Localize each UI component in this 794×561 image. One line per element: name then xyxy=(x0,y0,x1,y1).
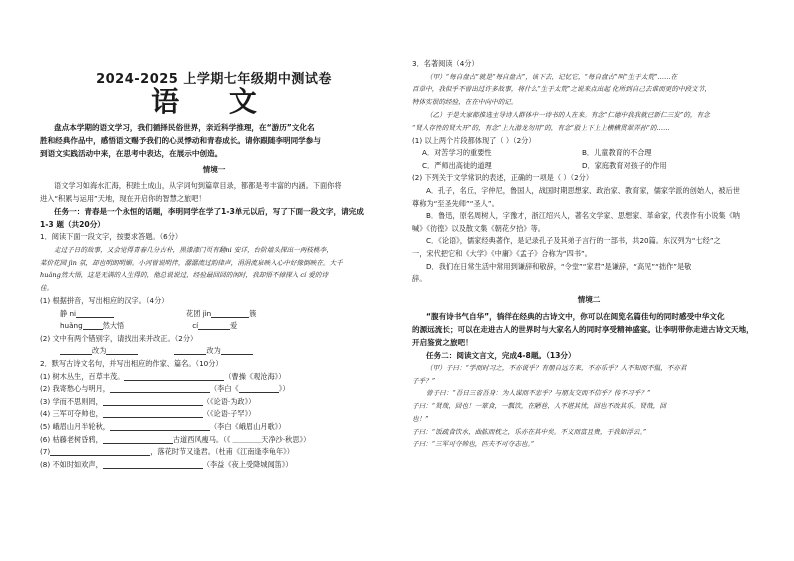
option-line[interactable]: A．孔子，名丘，字仲尼，鲁国人，战国时期思想家、政治家、教育家，儒家学派的创始人，被后世 xyxy=(426,185,740,195)
poem-line: (7) xyxy=(40,447,51,457)
answer-blank[interactable] xyxy=(60,345,92,355)
answer-blank[interactable] xyxy=(83,320,103,330)
poem-source: （《论语·为政》） xyxy=(202,396,256,406)
poem-line: (3) 学而不思则罔， xyxy=(40,396,103,406)
answer-blank[interactable] xyxy=(198,320,230,330)
poem-line: (4) 三军可夺帅也， xyxy=(40,409,103,419)
answer-blank[interactable] xyxy=(103,396,203,406)
classic-line: 子乎？” xyxy=(412,376,436,385)
answer-blank[interactable] xyxy=(110,421,210,431)
poem-row: (2) 我寄愁心与明月， （李白《 》） xyxy=(40,383,388,396)
poem-line: (5) 峨眉山月半轮秋， xyxy=(40,421,110,431)
pinyin-item: 花团 jìn xyxy=(186,308,212,318)
correction-label: 改为 xyxy=(206,346,221,356)
answer-blank[interactable] xyxy=(211,308,249,318)
poem-source: ，落花时节又逢君。（杜甫《江南逢李龟年》） xyxy=(150,447,294,457)
question-3-2: (2) 下列关于文学常识的表述，正确的一项是（ ）（2分） xyxy=(412,173,594,183)
poem-source: （曹操《观沧海》） xyxy=(224,371,286,381)
option-line: 辞。 xyxy=(412,274,427,284)
task-one-line: 1-3 题（共20分） xyxy=(40,220,105,230)
scene-two-heading: 情境二 xyxy=(577,294,601,304)
poem-source: （李白《 xyxy=(209,384,239,394)
option-line: 一，宋代把它和《大学》《中庸》《孟子》合称为“四书”。 xyxy=(412,248,592,258)
intro-line: 到语文实践活动中来，在思考中表达，在展示中创造。 xyxy=(40,149,223,158)
intro-line: 盘点本学期的语文学习，我们循择民俗世界，亲近科学推理，在“游历”文化名 xyxy=(54,123,315,132)
passage-line: 走过子日的故事，又会觉得青春几分古朴，黑漆漆门页有翻ni 安详，台阶墙头探出一两枝桃李， xyxy=(54,245,333,254)
scene-one-heading: 情境一 xyxy=(202,165,226,174)
option-d[interactable]: D．家庭教育对孩子的作用 xyxy=(582,160,667,170)
scene-intro-line: 的源远流长；可以在走进古人的世界时与大家名人的同时享受精神盛宴。让李明带你走进古诗文天地， xyxy=(412,324,754,334)
poem-row xyxy=(40,371,388,384)
poem-row xyxy=(40,396,388,409)
poem-source: （《论语·子罕》） xyxy=(202,409,256,419)
answer-blank[interactable] xyxy=(76,308,114,318)
correction-label: 改为 xyxy=(92,346,107,356)
option-line[interactable]: C．《论语》，儒家经典著作，是记录孔子及其弟子言行的一部书，共20篇。东汉列为“七经”之 xyxy=(426,236,721,246)
question-3: 3．名著阅读（4分） xyxy=(412,59,479,68)
question-1-2: (2) 文中有两个错别字，请找出来并改正。（2分） xyxy=(40,333,198,343)
exam-title: 2024-2025 上学期七年级期中测试卷 xyxy=(96,72,332,87)
question-1-1: (1) 根据拼音，写出相应的汉字。（4分） xyxy=(40,295,169,305)
scene-intro-line: “腹有诗书气自华”，徜徉在经典的古诗文中，你可以在阅览名篇佳句的同时感受中华文化 xyxy=(426,311,725,321)
passage-line: 佳。 xyxy=(40,284,54,293)
scene-intro-line: 语文学习如海水汇海，积跬土成山，从字词句到篇章目录，都都是考丰富的内涵。下面你将 xyxy=(54,181,342,190)
answer-blank[interactable] xyxy=(110,383,210,393)
classic-line: 子曰：“贤哉，回也！一箪食，一瓢饮，在陋巷，人不堪其忧，回也不改其乐。贤哉，回 xyxy=(412,402,666,411)
classic-line: （甲）子曰：“学而时习之，不亦说乎？有朋自远方来，不亦乐乎？人不知而不愠，不亦君 xyxy=(426,363,687,372)
question-3-1: (1) 以上两个片段都体现了（ ）（2分） xyxy=(412,135,536,145)
answer-blank[interactable] xyxy=(106,345,138,355)
poem-line: (8) 不如时如欢声， xyxy=(40,459,103,469)
question-2: 2．默写古诗文名句，并写出相应的作家、篇名。（10分） xyxy=(40,358,223,368)
answer-blank[interactable] xyxy=(50,446,150,456)
pinyin-item: huǎng xyxy=(60,321,83,331)
pinyin-item: 簇 xyxy=(249,308,257,318)
pinyin-row xyxy=(40,308,388,321)
pinyin-item: cí xyxy=(192,321,199,331)
pinyin-item: 爱 xyxy=(230,321,238,331)
answer-blank[interactable] xyxy=(239,383,279,393)
classic-line: 也！” xyxy=(412,414,429,423)
passage-line: huǎng然大悟，这是无满的人生得的，他总说说过，经验最回回的闲时，我却悟不掉探入 cí 爱的诗 xyxy=(40,271,329,280)
option-row xyxy=(412,147,766,160)
poem-row xyxy=(40,408,388,421)
reading-line: 特体实很的经验，在在中向中的记。 xyxy=(412,98,518,107)
pinyin-item: 然大悟 xyxy=(102,321,125,331)
option-c[interactable]: C．严师出高徒的道理 xyxy=(422,160,492,170)
correction-row xyxy=(40,345,388,358)
task-two-line: 任务二：阅读文言文，完成4-8题。（13分） xyxy=(426,350,576,360)
poem-line: (6) 枯藤老树昏鸦， xyxy=(40,434,103,444)
pinyin-row xyxy=(40,320,388,333)
intro-line: 胜和经典作品中，感悟语文赐予我们的心灵悸动和青春成长。请你跟随李明同学参与 xyxy=(40,136,321,145)
classic-line: 曾子曰：“吾日三省吾身：为人谋而不忠乎？与朋友交而不信乎？传不习乎？” xyxy=(426,389,651,398)
option-b[interactable]: B．儿童教育的不合理 xyxy=(582,148,652,158)
scene-intro-line: 进入“积累与运用”天地，现在开启你的智慧之旅吧！ xyxy=(40,193,206,203)
option-line[interactable]: D．我们在日常生活中常用到谦辞和敬辞，“令堂”“家君”是谦辞，“高见”“拙作”是敬 xyxy=(426,261,692,271)
answer-blank[interactable] xyxy=(103,408,203,418)
poem-line: (2) 我寄愁心与明月， xyxy=(40,384,110,394)
passage-line: 菜价花园 jìn 氛，却也明朗明媚。小河曾说明伴，潺潺流过韵律声，涓涓流泉映入心中好像倒映在。大千 xyxy=(40,258,343,267)
reading-line: （乙）于是大家都推选主导诗人群体中一诗书的人在来。有念“仁德中我我就已新仁三发”的，有念 xyxy=(426,110,710,119)
scene-intro-line: 开启鉴赏之旅吧！ xyxy=(412,337,473,347)
answer-blank[interactable] xyxy=(124,371,224,381)
poem-row xyxy=(40,421,388,434)
pinyin-item: 静 ni xyxy=(60,308,77,318)
reading-line: （甲）“每自盘古”就是“每自盘古”，该下去，记忆它，“每自盘古”叫“生于太荒”……在 xyxy=(426,72,678,81)
poem-row xyxy=(40,434,388,447)
classic-line: 子曰：“三军可夺帅也，匹夫不可夺志也。” xyxy=(412,440,535,449)
option-line[interactable]: B．鲁迅，原名周树人，字豫才，浙江绍兴人，著名文学家、思想家、革命家，代表作有小说集《呐 xyxy=(426,211,740,221)
right-column xyxy=(412,58,766,451)
poem-row xyxy=(40,459,388,472)
poem-line: (1) 树木丛生，百草丰茂。 xyxy=(40,371,125,381)
option-line: 尊称为“至圣先师”“圣人”。 xyxy=(412,198,499,208)
poem-source: （李益《夜上受降城闻笛》） xyxy=(202,459,293,469)
answer-blank[interactable] xyxy=(103,434,173,444)
option-line: 喊》《彷徨》以及散文集《朝花夕拾》等。 xyxy=(412,223,545,233)
option-a[interactable]: A．对苦学习的重要性 xyxy=(422,148,492,158)
reading-line: 百草中，我似乎不曾出过许多故事，将什么“生于太荒”之说来点出起 化所到自己去谁而更的中段文节， xyxy=(412,85,711,94)
option-row xyxy=(412,160,766,173)
left-column xyxy=(40,58,388,471)
poem-source: 古道西风瘦马。（《 ＿＿＿＿天净沙·秋思》） xyxy=(172,434,311,444)
reading-line: “贤人存性的贤大开”的，有念“上九潜龙勿用”的，有念“股上下上上横横贯翠弄孙”的…… xyxy=(412,123,670,132)
poem-source: （李白《峨眉山月歌》） xyxy=(209,421,286,431)
answer-blank[interactable] xyxy=(221,345,253,355)
poem-row xyxy=(40,446,388,459)
classic-line: 子曰：“饭疏食饮水，曲肱而枕之，乐亦在其中矣。不义而富且贵，于我如浮云。” xyxy=(412,427,647,436)
question-1: 1．阅读下面一段文字，按要求答题。（6分） xyxy=(40,232,183,242)
subject-title: 语 文 xyxy=(151,85,277,118)
answer-blank[interactable] xyxy=(174,345,206,355)
answer-blank[interactable] xyxy=(103,459,203,469)
task-one-line: 任务一：青春是一个永恒的话题，李明同学在学了1-3单元以后，写了下面一段文字，请完成 xyxy=(54,207,364,217)
